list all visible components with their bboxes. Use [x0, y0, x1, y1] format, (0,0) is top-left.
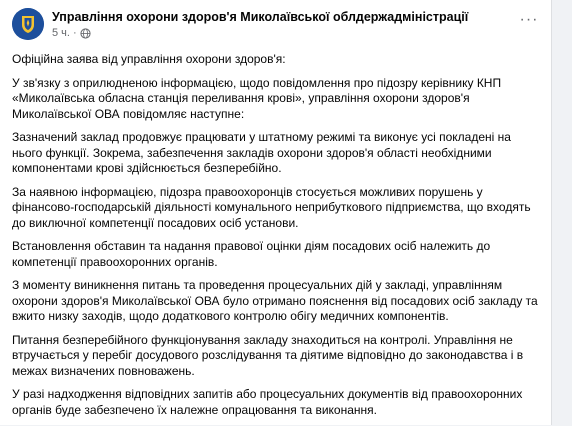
- post-paragraph: Зазначений заклад продовжує працювати у штатному режимі та виконує усі покладені на нього функції. Зокрема, забезпечення закладів охорони здоров'я області необхідними компонентами крові здійснюється безперебійно.: [12, 130, 511, 175]
- post-paragraph: З моменту виникнення питань та проведення процесуальних дій у закладі, управлінням охорони здоров'я Миколаївської ОВА було отримано пояснення від посадових осіб закладу та вжито низку заходів, щодо додаткового контролю обігу медичних компонентів.: [12, 278, 538, 323]
- meta-separator: ·: [72, 27, 77, 39]
- post-paragraph: Питання безперебійного функціонування закладу знаходиться на контролі. Управління не втручається у перебіг досудового розслідування та діятиме відповідно до законодавства і в межах визначених повноважень.: [12, 332, 524, 378]
- post-paragraph: За наявною інформацією, підозра правоохоронців стосується можливих порушень у фінансово-господарській діяльності комунального неприбуткового підприємства, що входять до виключної компетенції посадових осіб установи.: [12, 184, 531, 230]
- globe-icon: [80, 28, 91, 39]
- more-options-icon[interactable]: ···: [519, 11, 539, 28]
- post-timestamp[interactable]: 5 ч.: [52, 27, 70, 39]
- post-paragraph: У разі надходження відповідних запитів або процесуальних документів від правоохоронних органів буде забезпечено їх належне опрацювання та виконання.: [12, 387, 523, 417]
- post-paragraph: Встановлення обставин та надання правової оцінки діям посадових осіб належить до компетенції правоохоронних органів.: [12, 239, 491, 269]
- author-name-link[interactable]: Управління охорони здоров'я Миколаївської облдержадміністрації: [52, 10, 469, 24]
- post-body: [12, 52, 542, 426]
- post-paragraph: У зв'язку з оприлюдненою інформацією, щодо повідомлення про підозру керівнику КНП «Миколаївська обласна станція переливання крові», управління охорони здоров'я Миколаївської ОВА повідомляє наступне:: [12, 75, 502, 121]
- post-meta: [52, 27, 91, 39]
- post-header: [12, 8, 543, 44]
- page-background-strip: [553, 0, 572, 425]
- coat-of-arms-icon[interactable]: [12, 8, 44, 40]
- post-paragraph: Офіційна заява від управління охорони здоров'я:: [12, 52, 286, 66]
